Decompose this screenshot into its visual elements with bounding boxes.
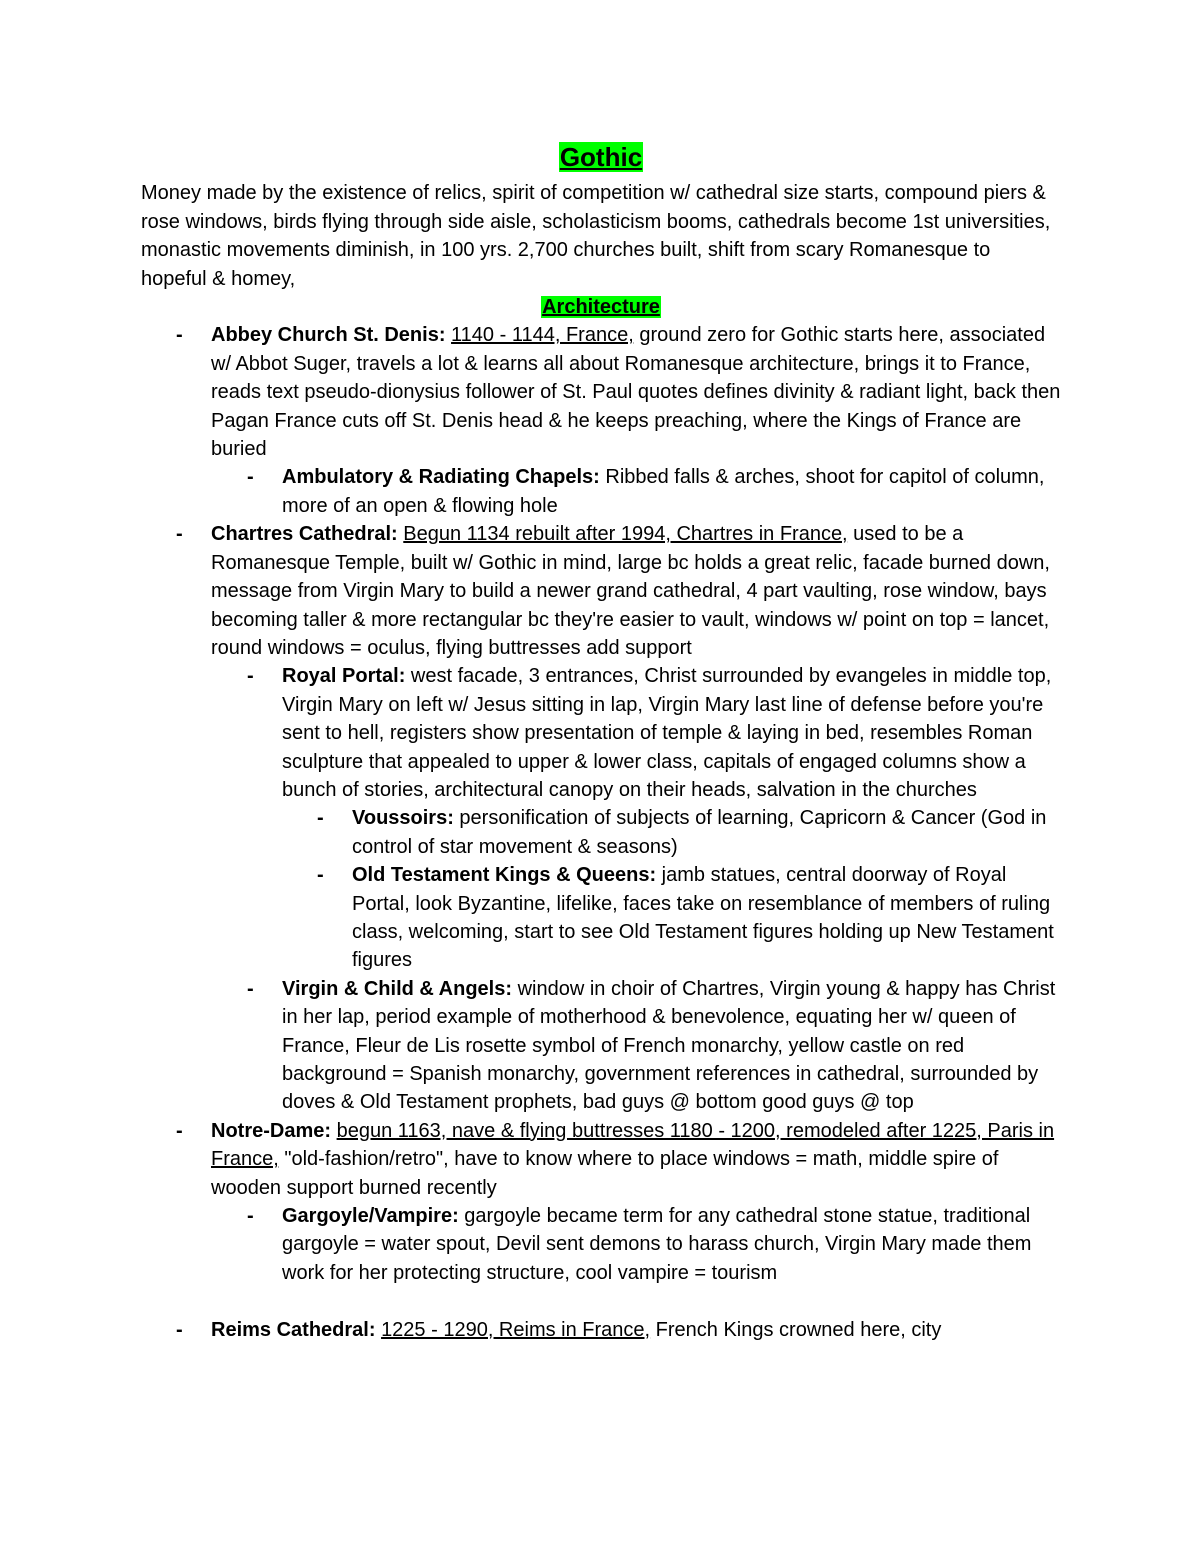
bullet-dash: - xyxy=(176,1318,183,1341)
item-term: Voussoirs: xyxy=(352,807,454,830)
title-row xyxy=(141,141,1061,174)
item-term: Ambulatory & Radiating Chapels: xyxy=(282,466,600,489)
item-term: Notre-Dame: xyxy=(211,1119,332,1142)
list-item-old-testament-kings xyxy=(141,861,1061,975)
list-item-st-denis xyxy=(141,321,1061,463)
item-text: window in choir of Chartres, Virgin young & happy has Christ in her lap, period example of motherhood & benevolence, equating her w/ queen of France, Fleur de Lis rosette symbol of French monarchy, yellow castle on red background = Spanish monarchy, government references in cathedral, surrounded by doves & Old Testament prophets, bad guys @ bottom good guys @ top xyxy=(282,977,1056,1114)
intro-paragraph: Money made by the existence of relics, spirit of competition w/ cathedral size starts, compound piers & rose windows, birds flying through side aisle, scholasticism booms, cathedrals become 1st universities, monastic movements diminish, in 100 yrs. 2,700 churches built, shift from scary Romanesque to hopeful & homey, xyxy=(141,182,1051,290)
list-item-gargoyle xyxy=(141,1202,1061,1287)
page-title: Gothic xyxy=(559,142,643,172)
item-date: Begun 1134 rebuilt after 1994, Chartres in France, xyxy=(403,523,848,546)
item-date: begun 1163, nave & flying buttresses 1180 - 1200, remodeled after 1225, Paris in France, xyxy=(211,1119,1055,1171)
bullet-dash: - xyxy=(247,466,254,489)
item-term: Gargoyle/Vampire: xyxy=(282,1205,459,1228)
item-text: Ribbed falls & arches, shoot for capitol of column, more of an open & flowing hole xyxy=(282,466,1045,517)
item-text: gargoyle became term for any cathedral stone statue, traditional gargoyle = water spout, Devil sent demons to harass church, Virgin Mary made them work for her protecting structure, cool vampire = tourism xyxy=(282,1205,1032,1284)
section-row xyxy=(141,293,1061,321)
bullet-dash: - xyxy=(247,1205,254,1228)
item-text: French Kings crowned here, city xyxy=(650,1318,942,1341)
list-item-chartres xyxy=(141,520,1061,662)
list-item-ambulatory xyxy=(141,463,1061,520)
item-text: personification of subjects of learning, Capricorn & Cancer (God in control of star movement & seasons) xyxy=(352,807,1047,858)
list-item-reims xyxy=(141,1316,1061,1344)
item-text: ground zero for Gothic starts here, associated w/ Abbot Suger, travels a lot & learns all about Romanesque architecture, brings it to France, reads text pseudo-dionysius follower of St. Paul quotes defines divinity & radiant light, back then Pagan France cuts off St. Denis head & he keeps preaching, where the Kings of France are buried xyxy=(211,324,1061,461)
blank-line xyxy=(141,1287,1061,1315)
list-item-virgin-child xyxy=(141,975,1061,1117)
item-text: west facade, 3 entrances, Christ surrounded by evangeles in middle top, Virgin Mary on left w/ Jesus sitting in lap, Virgin Mary last line of defense before you're sent to hell, registers show presentation of temple & laying in bed, resembles Roman sculpture that appealed to upper & lower class, capitals of engaged columns show a bunch of stories, architectural canopy on their heads, salvation in the churches xyxy=(282,665,1052,801)
item-text: "old-fashion/retro", have to know where to place windows = math, middle spire of wooden support burned recently xyxy=(211,1148,999,1199)
item-date: 1225 - 1290, Reims in France, xyxy=(381,1318,651,1341)
bullet-dash: - xyxy=(176,324,183,347)
item-term: Virgin & Child & Angels: xyxy=(282,977,513,1000)
item-term: Old Testament Kings & Queens: xyxy=(352,864,657,887)
bullet-dash: - xyxy=(317,807,324,830)
bullet-dash: - xyxy=(247,977,254,1000)
item-text: jamb statues, central doorway of Royal Portal, look Byzantine, lifelike, faces take on resemblance of members of ruling class, welcoming, start to see Old Testament figures holding up New Testament figures xyxy=(352,864,1054,972)
list-item-royal-portal xyxy=(141,662,1061,804)
item-term: Reims Cathedral: xyxy=(211,1318,376,1341)
item-date: 1140 - 1144, France, xyxy=(451,324,634,347)
section-heading-architecture: Architecture xyxy=(542,296,660,319)
list-item-voussoirs xyxy=(141,804,1061,861)
item-term: Chartres Cathedral: xyxy=(211,523,398,546)
item-term: Abbey Church St. Denis: xyxy=(211,324,446,347)
bullet-dash: - xyxy=(247,665,254,688)
item-text: used to be a Romanesque Temple, built w/ Gothic in mind, large bc holds a great relic, facade burned down, message from Virgin Mary to build a newer grand cathedral, 4 part vaulting, rose window, bays becoming taller & more rectangular bc they're easier to vault, windows w/ point on top = lancet, round windows = oculus, flying buttresses add support xyxy=(211,523,1050,659)
bullet-dash: - xyxy=(176,1119,183,1142)
item-term: Royal Portal: xyxy=(282,665,406,688)
bullet-dash: - xyxy=(176,523,183,546)
document-body xyxy=(141,141,1061,1344)
list-item-notre-dame xyxy=(141,1117,1061,1202)
bullet-dash: - xyxy=(317,864,324,887)
